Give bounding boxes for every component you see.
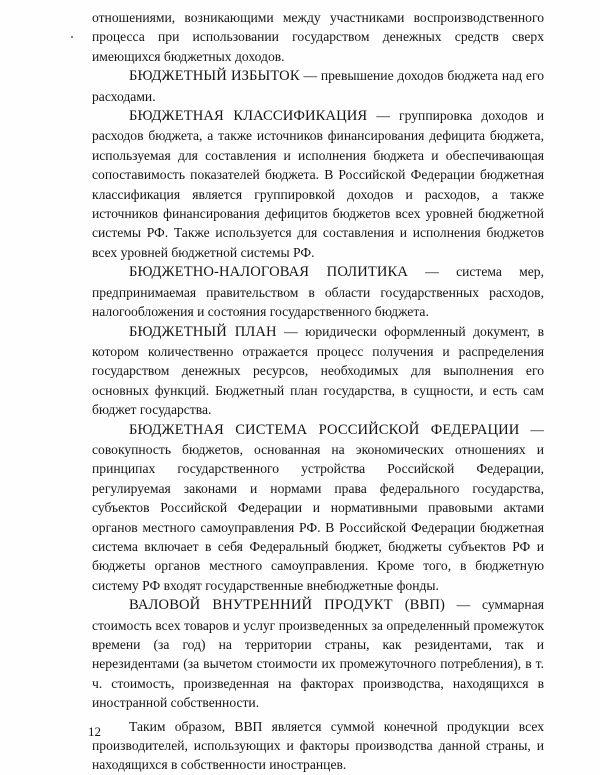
term-heading: БЮДЖЕТНАЯ КЛАССИФИКАЦИЯ: [129, 108, 368, 125]
scan-speck: [71, 36, 73, 38]
definition-text: — превышение доходов бюджета над его расходами.: [92, 68, 544, 104]
paragraph-gdp-summary: Таким образом, ВВП является суммой конечной продукции всех производителей, использующих и факторы производства данной страны, и находящихся в собственности иностранцев.: [92, 718, 544, 773]
page-number: 12: [88, 724, 101, 739]
paragraph-budget-classification: [92, 106, 544, 262]
definition-text: — система мер, предпринимаемая правительством в области государственных расходов, налогообложения и состояния государственного бюджета.: [92, 264, 544, 320]
definition-text: — суммарная стоимость всех товаров и услуг произведенных за определенный промежуток времени (за год) на территории страны, как резидентами, так и нерезидентами (за вычетом стоимости их промежуточного потребления), в т. ч. стоимость, произведенная на факторах производства, находящихся в иностранной собственности.: [92, 597, 544, 711]
term-heading: БЮДЖЕТНАЯ СИСТЕМА РОССИЙСКОЙ ФЕДЕРАЦИИ: [129, 421, 520, 438]
definition-text: — юридически оформленный документ, в котором количественно отражается процесс получения и распределения государством денежных ресурсов, необходимых для выполнения его основных функций. Бюджетный план государства, в сущности, и есть сам бюджет государства.: [92, 323, 544, 418]
term-heading: БЮДЖЕТНЫЙ ПЛАН: [129, 323, 277, 340]
paragraph-budget-system: [92, 420, 544, 596]
term-heading: БЮДЖЕТНЫЙ ИЗБЫТОК: [129, 68, 300, 85]
paragraph-gdp: [92, 595, 544, 712]
definition-text: — группировка доходов и расходов бюджета, а также источников финансирования дефицита бюджета, используемая для составления и исполнения бюджета и обеспечивающая сопоставимость показателей бюджета. В Российской Федерации бюджетная классификация является группировкой доходов и расходов, а также источников финансирования дефицитов бюджетов всех уровней бюджетной системы РФ. Также используется для составления и исполнения бюджетов всех уровней бюджетной системы РФ.: [92, 108, 544, 260]
paragraph-fiscal-policy: [92, 262, 544, 321]
body-text: [92, 8, 544, 775]
term-heading: БЮДЖЕТНО-НАЛОГОВАЯ ПОЛИТИКА: [129, 264, 408, 281]
paragraph-budget-plan: [92, 322, 544, 420]
definition-text: — совокупность бюджетов, основанная на экономических отношениях и принципах государственного устройства Российской Федерации, регулируемая законами и нормами права федерального государства, субъектов Российской Федерации и нормативными правовыми актами органов местного самоуправления РФ. В Российской Федерации бюджетная система включает в себя Федеральный бюджет, бюджеты субъектов РФ и бюджеты органов местного самоуправления. Кроме того, в бюджетную систему РФ входят государственные внебюджетные фонды.: [92, 421, 544, 593]
paragraph-continuation: отношениями, возникающими между участниками воспроизводственного процесса при использовании государством денежных средств сверх имеющихся бюджетных доходов.: [92, 10, 544, 64]
paragraph-budget-surplus: [92, 66, 544, 106]
term-heading: ВАЛОВОЙ ВНУТРЕННИЙ ПРОДУКТ (ВВП): [129, 597, 445, 614]
